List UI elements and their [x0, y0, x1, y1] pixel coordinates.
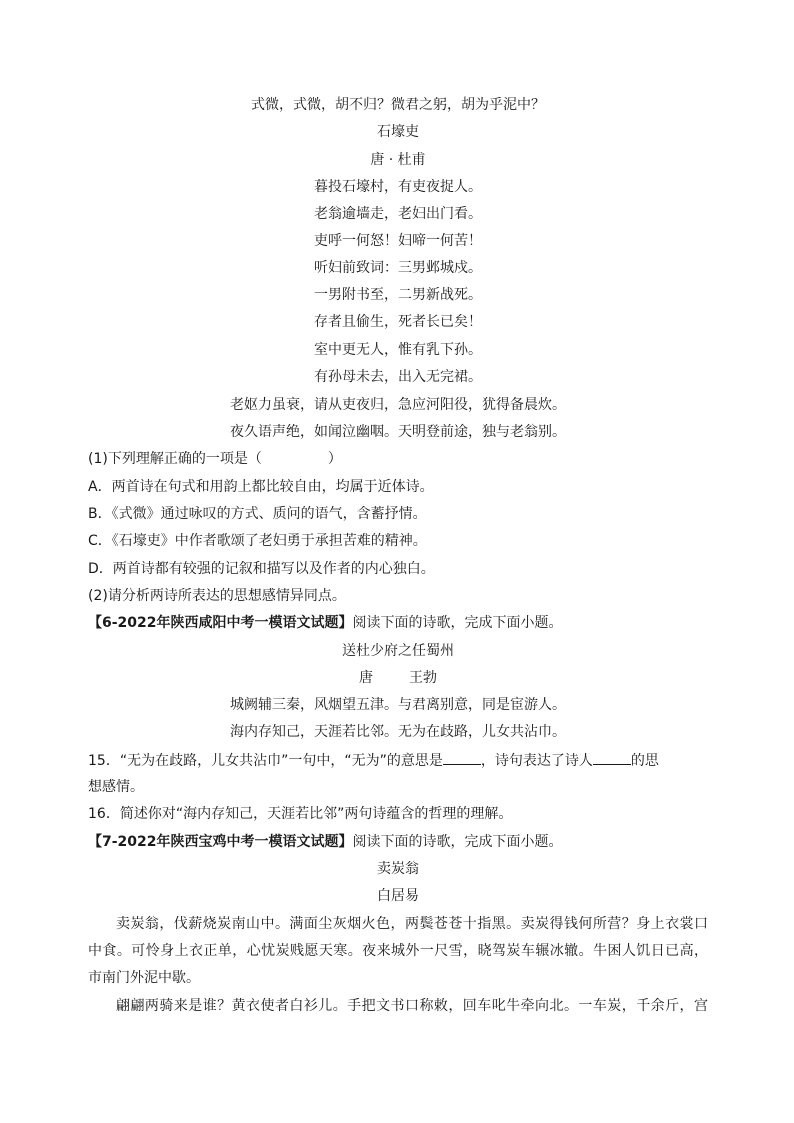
question-16: 16．简述你对“海内存知己，天涯若比邻”两句诗蕴含的哲理的理解。 [88, 806, 513, 822]
question-15 [88, 750, 708, 771]
question-15-part3: 的思 [630, 753, 659, 769]
question-1-stem [88, 449, 708, 469]
poem4-title: 卖炭翁 [377, 861, 419, 877]
question-1-stem-start: (1)下列理解正确的一项是（ [88, 451, 262, 467]
answer-blank-1[interactable] [443, 750, 481, 765]
question-15-part2: ，诗句表达了诗人 [480, 753, 593, 769]
poem3-author: 王勃 [409, 670, 437, 686]
answer-blank-2[interactable] [593, 750, 631, 765]
poem3-author-line [88, 668, 708, 688]
poem4-author: 白居易 [377, 888, 419, 904]
poem2-line: 一男附书至，二男新战死。 [314, 287, 482, 303]
option-d: D．两首诗都有较强的记叙和描写以及作者的内心独白。 [88, 561, 435, 577]
option-a: A．两首诗在句式和用韵上都比较自由，均属于近体诗。 [88, 479, 434, 495]
section-7-instruction: 阅读下面的诗歌，完成下面小题。 [352, 834, 563, 850]
question-2: (2)请分析两诗所表达的思想感情异同点。 [88, 588, 346, 604]
poem4-paragraph-1-line: 卖炭翁，伐薪烧炭南山中。满面尘灰烟火色，两鬓苍苍十指黑。卖炭得钱何所营？身上衣裳口 [116, 916, 708, 932]
poem2-title: 石壕吏 [377, 124, 419, 140]
poem2-line: 老翁逾墙走，老妇出门看。 [314, 206, 482, 222]
poem3-dynasty: 唐 [359, 670, 373, 686]
poem2-line: 夜久语声绝，如闻泣幽咽。天明登前途，独与老翁别。 [230, 424, 566, 440]
poem2-line: 室中更无人，惟有乳下孙。 [314, 342, 482, 358]
poem2-line: 老妪力虽衰，请从吏夜归，急应河阳役，犹得备晨炊。 [230, 397, 566, 413]
section-7-source: 【7-2022年陕西宝鸡中考一模语文试题】 [88, 834, 353, 850]
question-1-stem-end: ） [327, 451, 342, 467]
poem2-line: 有孙母未去，出入无完裙。 [314, 369, 482, 385]
poem2-line: 听妇前致词：三男邺城戍。 [314, 260, 482, 276]
poem4-paragraph-1-line: 中食。可怜身上衣正单，心忧炭贱愿天寒。夜来城外一尺雪，晓驾炭车辗冰辙。牛困人饥日已高， [88, 943, 708, 959]
option-b: B．《式微》通过咏叹的方式、质问的语气，含蓄抒情。 [88, 506, 427, 522]
question-15-part1: 15．“无为在歧路，儿女共沾巾”一句中，“无为”的意思是 [88, 753, 443, 769]
option-c: C．《石壕吏》中作者歌颂了老妇勇于承担苦难的精神。 [88, 533, 427, 549]
section-6-instruction: 阅读下面的诗歌，完成下面小题。 [352, 615, 563, 631]
poem1-last-line: 式微，式微，胡不归？微君之躬，胡为乎泥中？ [251, 97, 545, 113]
poem3-line: 城阙辅三秦，风烟望五津。与君离别意，同是宦游人。 [230, 697, 566, 713]
poem4-paragraph-1-line: 市南门外泥中歇。 [88, 970, 200, 986]
poem4-paragraph-2-line: 翩翩两骑来是谁？黄衣使者白衫儿。手把文书口称敕，回车叱牛牵向北。一车炭，千余斤，宫 [116, 998, 708, 1014]
section-7-header [88, 832, 708, 852]
poem2-author: 唐 · 杜甫 [370, 152, 426, 168]
poem2-line: 存者且偷生，死者长已矣！ [314, 314, 482, 330]
poem3-title: 送杜少府之任蜀州 [342, 643, 454, 659]
section-6-header [88, 613, 708, 633]
poem3-line: 海内存知己，天涯若比邻。无为在歧路，儿女共沾巾。 [230, 724, 566, 740]
poem2-line: 吏呼一何怒！妇啼一何苦！ [314, 233, 482, 249]
question-15-line2: 想感情。 [88, 779, 144, 795]
section-6-source: 【6-2022年陕西咸阳中考一模语文试题】 [88, 615, 353, 631]
poem2-line: 暮投石壕村，有吏夜捉人。 [314, 179, 482, 195]
